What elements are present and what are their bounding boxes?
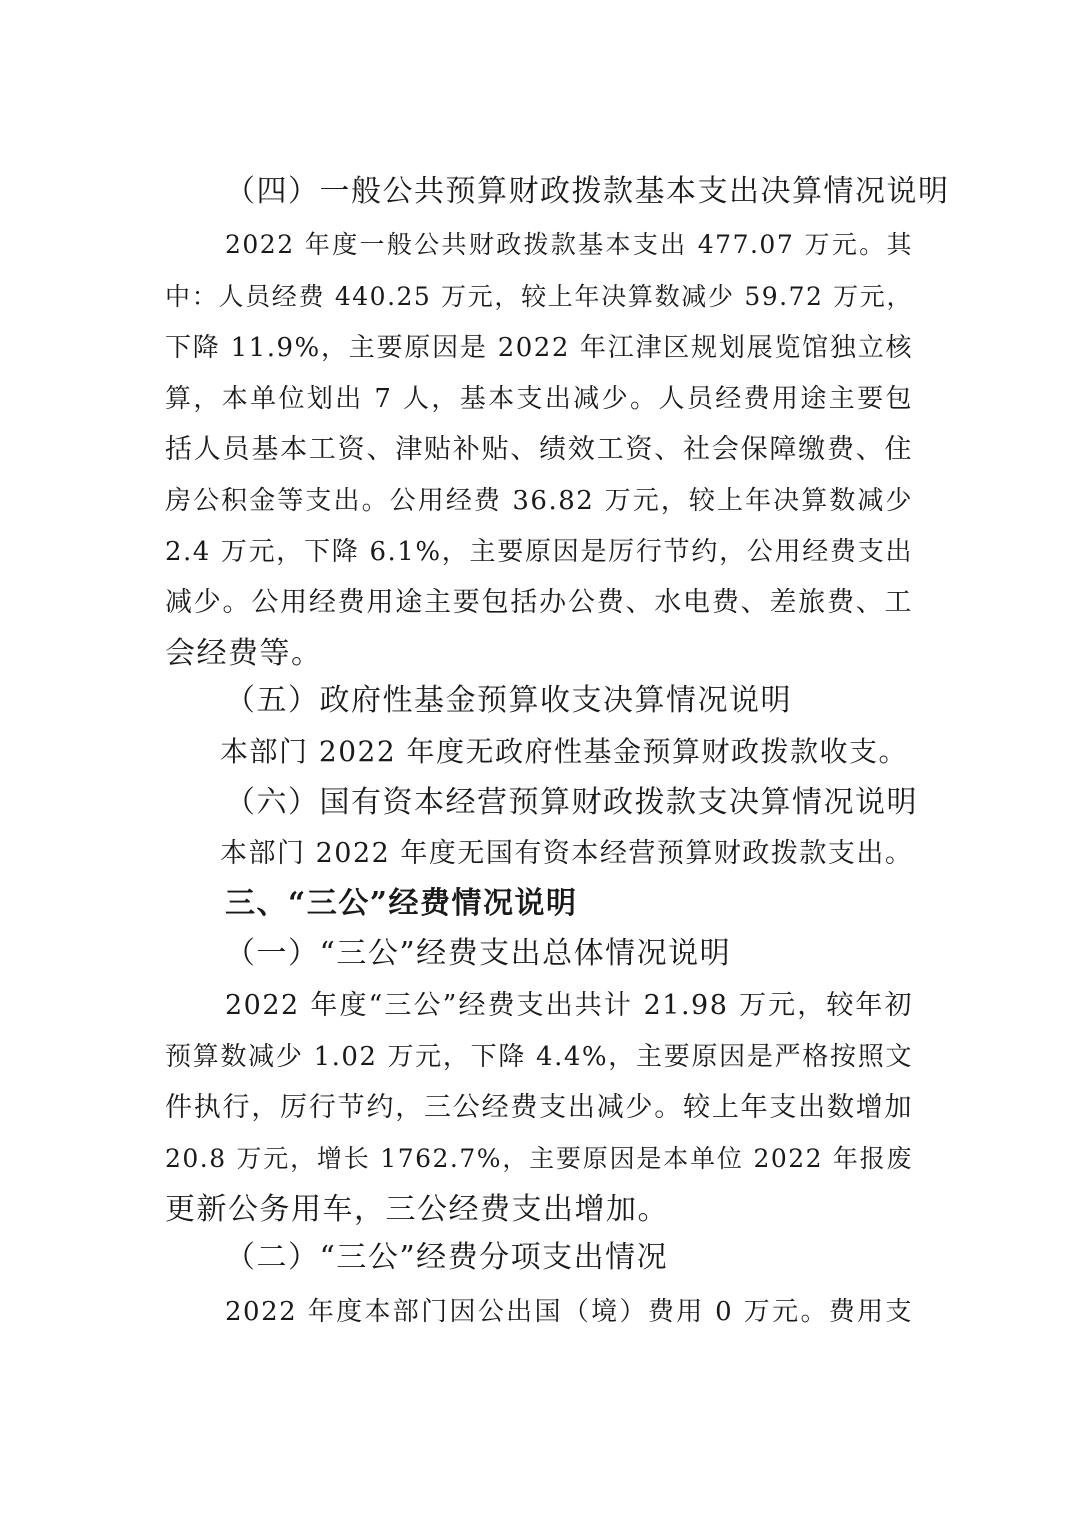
heading-general-budget-basic-expenditure: （四）一般公共预算财政拨款基本支出决算情况说明: [225, 174, 950, 209]
paragraph-line: 下降 11.9%，主要原因是 2022 年江津区规划展览馆独立核: [165, 333, 913, 363]
heading-state-capital-budget: （六）国有资本经营预算财政拨款支决算情况说明: [225, 785, 918, 820]
paragraph-line: 件执行，厉行节约，三公经费支出减少。较上年支出数增加: [165, 1092, 913, 1123]
heading-three-public-overall: （一）“三公”经费支出总体情况说明: [225, 936, 732, 971]
paragraph-line: 房公积金等支出。公用经费 36.82 万元，较上年决算数减少: [165, 486, 913, 516]
paragraph-line: 本部门 2022 年度无国有资本经营预算财政拨款支出。: [220, 838, 914, 869]
paragraph-line: 2022 年度本部门因公出国（境）费用 0 万元。费用支: [225, 1297, 913, 1327]
paragraph-line: 算，本单位划出 7 人，基本支出减少。人员经费用途主要包: [165, 384, 913, 414]
paragraph-line: 本部门 2022 年度无政府性基金预算财政拨款收支。: [220, 735, 909, 768]
paragraph-line: 预算数减少 1.02 万元，下降 4.4%，主要原因是严格按照文: [165, 1042, 913, 1072]
paragraph-line: 2.4 万元，下降 6.1%，主要原因是厉行节约，公用经费支出: [165, 537, 913, 567]
paragraph-line: 会经费等。: [165, 636, 323, 671]
heading-three-public-itemized: （二）“三公”经费分项支出情况: [225, 1240, 669, 1275]
paragraph-line: 2022 年度一般公共财政拨款基本支出 477.07 万元。其: [225, 230, 913, 259]
section-title-three-public-expenses: 三、“三公”经费情况说明: [225, 886, 578, 921]
paragraph-line: 更新公务用车，三公经费支出增加。: [165, 1192, 669, 1227]
paragraph-line: 20.8 万元，增长 1762.7%，主要原因是本单位 2022 年报废: [165, 1144, 913, 1173]
paragraph-line: 中：人员经费 440.25 万元，较上年决算数减少 59.72 万元，: [165, 282, 913, 311]
paragraph-line: 减少。公用经费用途主要包括办公费、水电费、差旅费、工: [165, 587, 913, 618]
paragraph-line: 括人员基本工资、津贴补贴、绩效工资、社会保障缴费、住: [165, 434, 913, 465]
paragraph-line: 2022 年度“三公”经费支出共计 21.98 万元，较年初: [225, 990, 913, 1021]
heading-government-fund-budget: （五）政府性基金预算收支决算情况说明: [225, 683, 792, 718]
